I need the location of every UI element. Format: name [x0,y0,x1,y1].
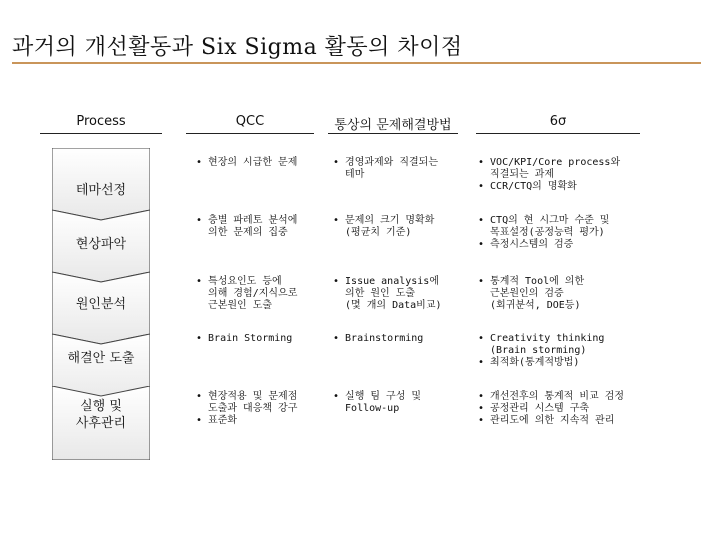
cell-line: • 경영과제와 직결되는 [333,157,439,168]
header-rule-sixsigma [476,133,640,134]
process-stage-label-line: 테마선정 [75,183,127,198]
cell-qcc [196,391,297,427]
cell-conventional [333,391,421,415]
cell-line: • 층별 파레토 분석에 [196,215,298,226]
header-conventional: 통상의 문제해결방법 [334,118,452,133]
cell-conventional [333,215,434,239]
process-stage-label-line: 실행 및 [80,399,122,414]
process-stage-chevron [52,386,150,460]
cell-line: • 개선전후의 통계적 비교 검정 [478,391,625,402]
cell-line: • Brainstorming [333,333,424,344]
cell-sixsigma [478,215,609,251]
cell-line: • Creativity thinking [478,333,605,344]
process-stage-label [52,350,150,367]
cell-line: • 현장의 시급한 문제 [196,157,298,168]
cell-line: 의한 문제의 집중 [196,227,288,238]
cell-qcc [196,333,292,345]
cell-line: Follow-up [333,403,400,414]
process-stage-label [52,182,150,199]
cell-sixsigma [478,391,624,427]
cell-line: 도출과 대응책 강구 [196,403,298,414]
cell-line: • 공정관리 시스템 구축 [478,403,590,414]
cell-line: • CTQ의 현 시그마 수준 및 [478,215,610,226]
cell-line: • 현장적용 및 문제점 [196,391,298,402]
header-rule-process [40,133,162,134]
cell-line: • VOC/KPI/Core process와 [478,157,621,168]
cell-line: • 표준화 [196,415,238,426]
header-process: Process [76,114,126,129]
process-stage-label-line: 원인분석 [75,297,127,312]
cell-sixsigma [478,333,604,369]
cell-qcc [196,215,297,239]
cell-line: (Brain storming) [478,345,587,356]
cell-qcc [196,157,297,169]
cell-line: • CCR/CTQ의 명확화 [478,181,577,192]
cell-conventional [333,157,438,181]
cell-line: • Issue analysis에 [333,276,439,287]
cell-line: 의한 원인 도출 [333,288,416,299]
header-sixsigma: 6σ [549,114,567,129]
header-rule-conventional [328,133,458,134]
cell-line: • Brain Storming [196,333,293,344]
process-stage-label-line: 사후관리 [75,416,127,431]
title-underline [12,62,701,64]
slide-title: 과거의 개선활동과 Six Sigma 활동의 차이점 [12,35,463,60]
cell-line: 의해 경험/지식으로 [196,288,298,299]
cell-line: 목표설정(공정능력 평가) [478,227,605,238]
header-rule-qcc [186,133,314,134]
process-stage-label [52,398,150,432]
process-stage-label-line: 현상파악 [75,237,127,252]
cell-line: 근본원인의 검증 [478,288,564,299]
cell-conventional [333,276,442,312]
cell-line: (몇 개의 Data비교) [333,300,442,311]
process-stage-label [52,296,150,313]
cell-line: • 문제의 크기 명확화 [333,215,435,226]
cell-line: • 최적화(통계적방법) [478,357,580,368]
cell-line: (평균치 기준) [333,227,412,238]
cell-line: • 특성요인도 등에 [196,276,282,287]
cell-qcc [196,276,297,312]
cell-line: (회귀분석, DOE등) [478,300,581,311]
process-stage-label-line: 해결안 도출 [67,351,135,366]
cell-line: 직결되는 과제 [478,169,555,180]
cell-line: • 측정시스템의 검증 [478,239,574,250]
process-stage-label [52,236,150,253]
cell-line: • 실행 팀 구성 및 [333,391,422,402]
cell-conventional [333,333,423,345]
cell-line: 테마 [333,169,365,180]
cell-sixsigma [478,157,620,193]
cell-line: • 관리도에 의한 지속적 관리 [478,415,615,426]
cell-line: 근본원인 도출 [196,300,273,311]
cell-sixsigma [478,276,584,312]
cell-line: • 통계적 Tool에 의한 [478,276,585,287]
header-qcc: QCC [235,114,265,129]
